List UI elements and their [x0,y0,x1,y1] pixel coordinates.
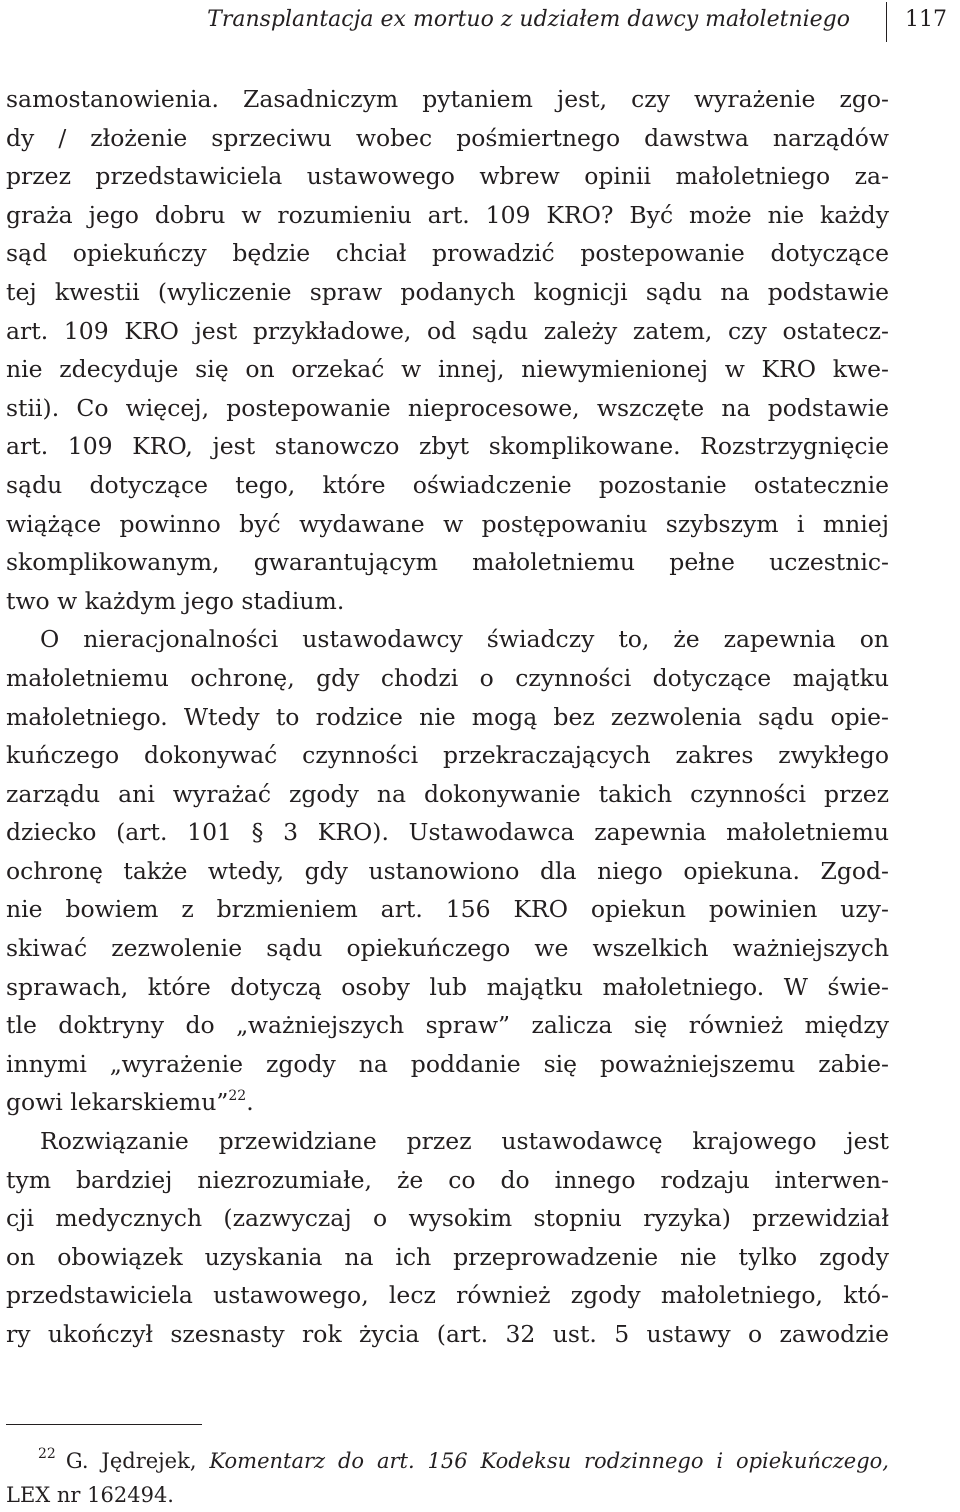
text-line: art. 109 KRO jest przykładowe, od sądu zależy zatem, czy ostatecz- [6,316,889,345]
text-line: graża jego dobru w rozumieniu art. 109 KRO? Być może nie każdy [6,200,889,229]
footnote-line: 22 G. Jędrejek, Komentarz do art. 156 Kodeksu rodzinnego i opiekuńczego, [38,1446,889,1473]
text-line: kuńczego dokonywać czynności przekraczających zakres zwykłego [6,741,889,770]
footnote [6,1444,889,1512]
footnote-line [6,1478,889,1512]
paragraph [6,1122,889,1354]
running-title: Transplantacja ex mortuo z udziałem dawcy małoletniego [207,7,850,32]
text-line: innymi „wyrażenie zgody na poddanie się poważniejszemu zabie- [6,1049,889,1078]
text-line: wiążące powinno być wydawane w postępowaniu szybszym i mniej [6,509,889,538]
text-line: cji medycznych (zazwyczaj o wysokim stopniu ryzyka) przewidział [6,1204,889,1233]
text-line: dy / złożenie sprzeciwu wobec pośmiertnego dawstwa narządów [6,123,889,152]
paragraph [6,80,889,620]
text-line: małoletniego. Wtedy to rodzice nie mogą bez zezwolenia sądu opie- [6,702,889,731]
text-line [6,1083,889,1122]
footnote-source: LEX nr 162494. [6,1483,174,1507]
text-line: tej kwestii (wyliczenie spraw podanych kognicji sądu na podstawie [6,277,889,306]
text-line: sprawach, które dotyczą osoby lub majątku małoletniego. W świe- [6,972,889,1001]
text-line: on obowiązek uzyskania na ich przeprowadzenie nie tylko zgody [6,1242,889,1271]
header-divider [886,2,887,42]
text-line: O nieracjonalności ustawodawcy świadczy to, że zapewnia on [40,625,889,654]
text-line: przedstawiciela ustawowego, lecz również zgody małoletniego, któ- [6,1281,889,1310]
text-line: Rozwiązanie przewidziane przez ustawodawcę krajowego jest [40,1127,889,1156]
text-line: małoletniemu ochronę, gdy chodzi o czynności dotyczące majątku [6,663,889,692]
text-line-tail: . [246,1088,254,1117]
text-line-content: gowi lekarskiemu” [6,1088,229,1117]
body-text [6,80,889,1354]
footnote-author: G. Jędrejek, [65,1449,197,1473]
text-line: tle doktryny do „ważniejszych spraw” zalicza się również między [6,1011,889,1040]
text-line: tym bardziej niezrozumiałe, że co do innego rodzaju interwen- [6,1165,889,1194]
text-line: ry ukończył szesnasty rok życia (art. 32 ust. 5 ustawy o zawodzie [6,1320,889,1348]
page-number: 117 [905,7,947,32]
text-line: sąd opiekuńczy będzie chciał prowadzić postepowanie dotyczące [6,239,889,268]
text-line: samostanowienia. Zasadniczym pytaniem jest, czy wyrażenie zgo- [6,85,889,113]
text-line: stii). Co więcej, postepowanie nieprocesowe, wszczęte na podstawie [6,393,889,422]
text-line: two w każdym jego stadium. [6,586,345,615]
text-line: ochronę także wtedy, gdy ustanowiono dla niego opiekuna. Zgod- [6,856,889,885]
footnote-title: Komentarz do art. 156 Kodeksu rodzinnego i opiekuńczego, [209,1449,889,1473]
text-line: dziecko (art. 101 § 3 KRO). Ustawodawca zapewnia małoletniemu [6,818,889,847]
paragraph [6,620,889,1122]
text-line: zarządu ani wyrażać zgody na dokonywanie takich czynności przez [6,779,889,808]
text-line: przez przedstawiciela ustawowego wbrew opinii małoletniego za- [6,162,889,191]
text-line: skiwać zezwolenie sądu opiekuńczego we wszelkich ważniejszych [6,934,889,963]
running-header [0,0,960,44]
text-line: art. 109 KRO, jest stanowczo zbyt skomplikowane. Rozstrzygnięcie [6,432,889,461]
text-line: nie zdecyduje się on orzekać w innej, niewymienionej w KRO kwe- [6,355,889,384]
text-line: sądu dotyczące tego, które oświadczenie pozostanie ostatecznie [6,470,889,499]
text-line: nie bowiem z brzmieniem art. 156 KRO opiekun powinien uzy- [6,895,889,924]
footnote-divider [6,1424,202,1425]
text-line: skomplikowanym, gwarantującym małoletniemu pełne uczestnic- [6,548,889,577]
footnote-reference[interactable]: 22 [228,1088,247,1105]
